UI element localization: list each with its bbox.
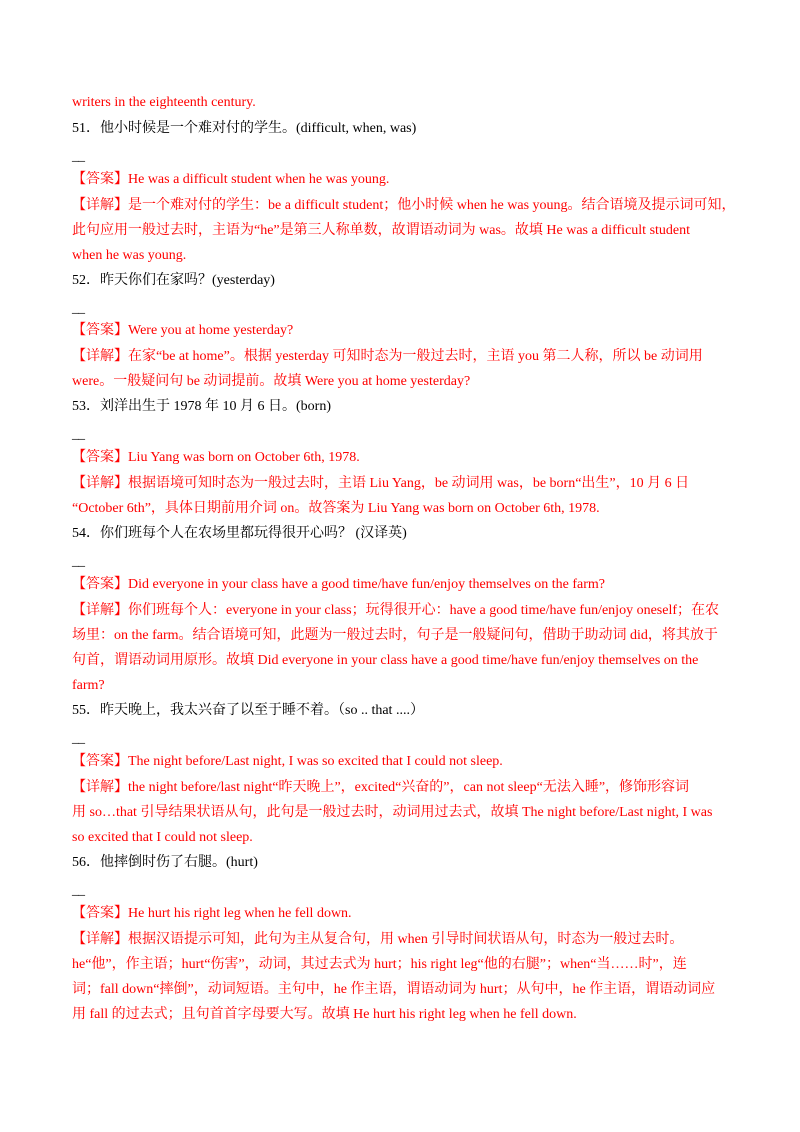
- detail-line: 【详解】是一个难对付的学生：be a difficult student；他小时候 when he was young。结合语境及提示词可知，: [72, 198, 736, 213]
- answer-text: 【答案】Did everyone in your class have a good time/have fun/enjoy themselves on the farm?: [72, 577, 606, 592]
- question-prompt: 55．昨天晚上，我太兴奋了以至于睡不着。（so .. that ....）: [72, 703, 424, 718]
- detail-line: 用 so…that 引导结果状语从句，此句是一般过去时，动词用过去式，故填 The night before/Last night, I was: [72, 805, 713, 820]
- answer-blank: __: [72, 427, 84, 442]
- answer-text: 【答案】Liu Yang was born on October 6th, 1978.: [72, 450, 360, 465]
- detail-line: 用 fall 的过去式；且句首首字母要大写。故填 He hurt his right leg when he fell down.: [72, 1007, 577, 1022]
- answer-text: 【答案】He hurt his right leg when he fell down.: [72, 906, 352, 921]
- question-prompt: 54．你们班每个人在农场里都玩得很开心吗？ (汉译英): [72, 526, 407, 541]
- detail-line: 【详解】根据语境可知时态为一般过去时，主语 Liu Yang，be 动词用 was，be born“出生”，10 月 6 日: [72, 476, 690, 491]
- answer-text: 【答案】Were you at home yesterday?: [72, 323, 294, 338]
- answer-blank: __: [72, 149, 84, 164]
- detail-line: 句首，谓语动词用原形。故填 Did everyone in your class have a good time/have fun/enjoy themselves on the: [72, 653, 699, 668]
- detail-line: “October 6th”，具体日期前用介词 on。故答案为 Liu Yang was born on October 6th, 1978.: [72, 501, 600, 516]
- answer-text: 【答案】The night before/Last night, I was so excited that I could not sleep.: [72, 754, 503, 769]
- question-prompt: 51．他小时候是一个难对付的学生。(difficult, when, was): [72, 121, 417, 136]
- question-prompt: 53．刘洋出生于 1978 年 10 月 6 日。(born): [72, 399, 331, 414]
- answer-text: 【答案】He was a difficult student when he was young.: [72, 172, 390, 187]
- question-prompt: 52．昨天你们在家吗？(yesterday): [72, 273, 275, 288]
- detail-line: he“他”，作主语；hurt“伤害”，动词，其过去式为 hurt；his right leg“他的右腿”；when“当……时”，连: [72, 957, 687, 972]
- detail-line: 【详解】在家“be at home”。根据 yesterday 可知时态为一般过去时，主语 you 第二人称，所以 be 动词用: [72, 349, 703, 364]
- question-prompt: 56．他摔倒时伤了右腿。(hurt): [72, 855, 258, 870]
- detail-line: 【详解】你们班每个人：everyone in your class；玩得很开心：have a good time/have fun/enjoy oneself；在农: [72, 603, 719, 618]
- answer-blank: __: [72, 731, 84, 746]
- detail-line: 【详解】根据汉语提示可知，此句为主从复合句，用 when 引导时间状语从句，时态为一般过去时。: [72, 932, 684, 947]
- answer-blank: __: [72, 883, 84, 898]
- detail-line: 此句应用一般过去时，主语为“he”是第三人称单数，故谓语动词为 was。故填 He was a difficult student: [72, 223, 691, 238]
- continuation-text: writers in the eighteenth century.: [72, 95, 256, 110]
- detail-line: 词；fall down“摔倒”，动词短语。主句中，he 作主语，谓语动词为 hurt；从句中，he 作主语，谓语动词应: [72, 982, 716, 997]
- detail-line: when he was young.: [72, 248, 187, 263]
- answer-blank: __: [72, 554, 84, 569]
- answer-blank: __: [72, 301, 84, 316]
- detail-line: 【详解】the night before/last night“昨天晚上”，excited“兴奋的”，can not sleep“无法入睡”，修饰形容词: [72, 780, 690, 795]
- detail-line: 场里：on the farm。结合语境可知，此题为一般过去时，句子是一般疑问句，借助于助动词 did，将其放于: [72, 628, 718, 643]
- detail-line: were。一般疑问句 be 动词提前。故填 Were you at home yesterday?: [72, 374, 471, 389]
- detail-line: farm?: [72, 678, 105, 693]
- detail-line: so excited that I could not sleep.: [72, 830, 253, 845]
